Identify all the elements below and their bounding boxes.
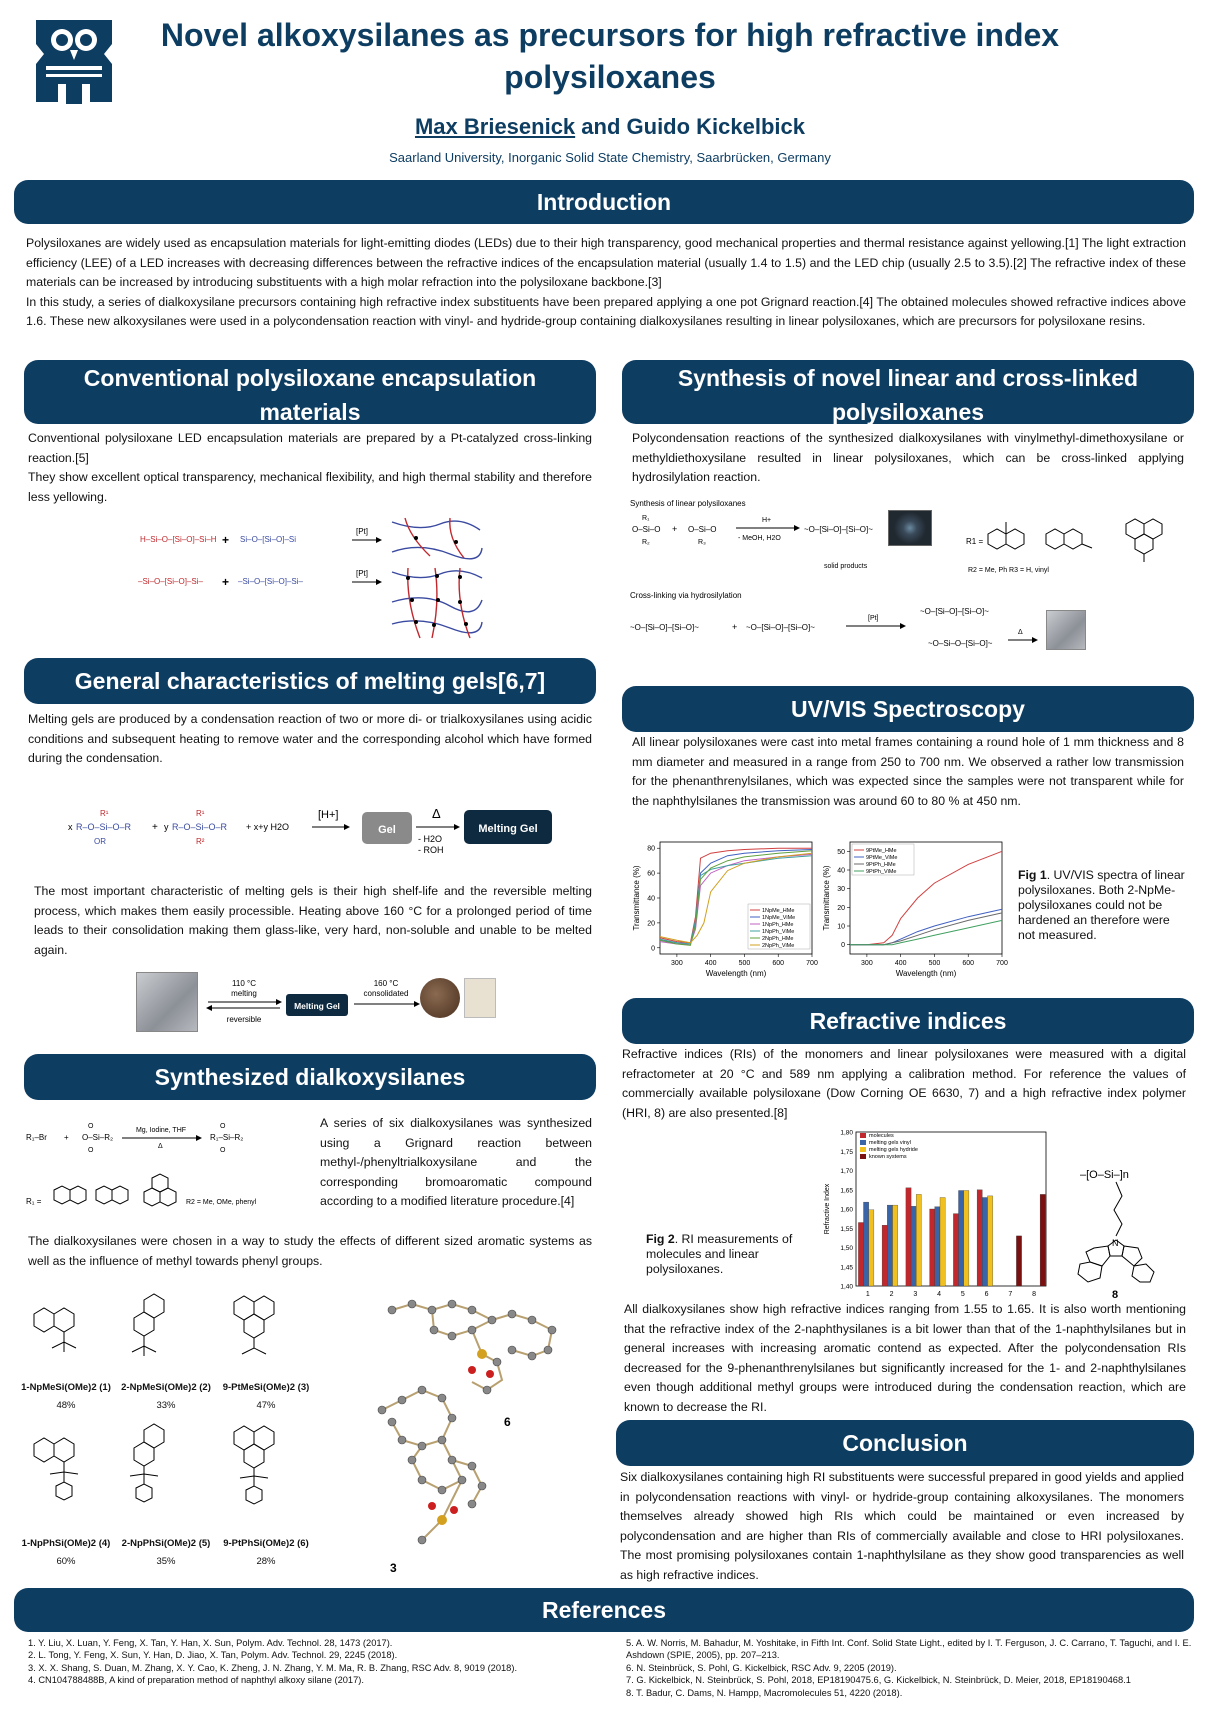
intro-text: [26, 234, 1186, 332]
crosslink-scheme: [628, 588, 1188, 680]
uvvis-chart-naphthyl: [630, 836, 820, 986]
svg-text:Δ: Δ: [158, 1143, 163, 1150]
legend-label: 9PtPh_HMe: [866, 862, 896, 868]
x-tick-label: 400: [894, 960, 907, 967]
temp-consolidated: 160 °C: [373, 979, 399, 988]
fig2-label: Fig 2: [646, 1232, 675, 1246]
water-loss: - H2O: [418, 834, 443, 844]
svg-text:x: x: [68, 822, 73, 832]
title-line-1: Novel alkoxysilanes as precursors for high refractive index: [160, 17, 1060, 53]
svg-text:~O–[Si–O]–[Si–O]~: ~O–[Si–O]–[Si–O]~: [746, 623, 815, 632]
owl-seal-icon: [26, 14, 122, 110]
y-tick-label: 0: [841, 942, 845, 950]
x-tick-label: 4: [937, 1291, 942, 1298]
legend-label: 9PtMe_ViMe: [866, 855, 898, 861]
y-tick-label: 10: [837, 923, 845, 931]
x-tick-label: 700: [996, 960, 1008, 967]
section-heading-introduction: Introduction: [14, 180, 1194, 224]
y-tick-label: 1,70: [840, 1168, 853, 1175]
compound-name-3: 9-PtMeSi(OMe)2 (3): [222, 1382, 310, 1393]
x-tick-label: 700: [806, 960, 818, 967]
reference-8: 8. T. Badur, C. Dams, N. Hampp, Macromolecules 51, 4220 (2018).: [626, 1687, 903, 1698]
synthesis-heading-line-2: polysiloxanes: [831, 399, 985, 425]
references-left: [28, 1637, 608, 1687]
grignard-reagents: Mg, Iodine, THF: [135, 1127, 187, 1134]
scheme1-acid: H+: [762, 517, 772, 524]
legend-label: melting gels vinyl: [869, 1140, 911, 1146]
scheme1-byproduct: - MeOH, H2O: [738, 535, 781, 542]
svg-text:+: +: [64, 1133, 69, 1142]
bar-melting gels hydride-3: [916, 1194, 921, 1286]
hri-polymer-structure: [1070, 1150, 1190, 1300]
x-tick-label: 400: [704, 960, 717, 967]
authors: [130, 114, 1090, 140]
svg-text:O: O: [88, 1147, 94, 1154]
gel-box: Gel: [378, 824, 396, 836]
x-axis-label: Wavelength (nm): [895, 969, 957, 978]
scheme1-title: Synthesis of linear polysiloxanes: [630, 499, 746, 508]
crystal-label-6: 6: [504, 1415, 511, 1429]
svg-text:R¹: R¹: [196, 809, 205, 818]
legend-label: melting gels hydride: [869, 1147, 918, 1153]
svg-text:+: +: [152, 822, 158, 833]
compound-yield-1: 48%: [56, 1400, 76, 1411]
grignard-scheme: [24, 1116, 314, 1216]
svg-text:R–O–Si–O–R: R–O–Si–O–R: [76, 822, 132, 832]
svg-text:R₃: R₃: [698, 539, 706, 546]
label-reversible: reversible: [226, 1015, 262, 1024]
melting-gel-small-box: Melting Gel: [294, 1001, 340, 1011]
svg-text:–Si–O–[Si–O]–Si–: –Si–O–[Si–O]–Si–: [138, 577, 203, 586]
svg-text:O: O: [220, 1123, 226, 1130]
legend-swatch: [860, 1147, 866, 1152]
x-tick-label: 3: [913, 1291, 918, 1298]
legend-label: 2NpPh_HMe: [762, 936, 794, 942]
x-axis-label: Wavelength (nm): [705, 969, 767, 978]
bar-known systems-7: [1016, 1236, 1021, 1286]
pt-crosslinking-scheme: [130, 512, 490, 644]
scheme2-title: Cross-linking via hydrosilylation: [630, 591, 742, 600]
conventional-text: [28, 429, 592, 507]
melting-gel-reaction: [66, 800, 576, 856]
svg-text:R₁: R₁: [642, 515, 650, 522]
x-tick-label: 2: [889, 1291, 894, 1298]
pt-catalyst-label-2: [Pt]: [356, 569, 369, 578]
y-tick-label: 1,65: [840, 1187, 853, 1195]
author-secondary: and Guido Kickelbick: [581, 114, 806, 139]
bar-melting gels vinyl-6: [982, 1198, 987, 1287]
svg-text:Si–O–[Si–O]–Si: Si–O–[Si–O]–Si: [240, 535, 297, 544]
svg-text:O: O: [88, 1123, 94, 1130]
compound-yield-5: 35%: [156, 1556, 176, 1567]
bar-melting gels hydride-6: [988, 1196, 993, 1286]
bar-melting gels vinyl-3: [911, 1206, 916, 1286]
synthesis-heading-line-1: Synthesis of novel linear and cross-linked: [677, 365, 1139, 391]
melting-paragraph-2: The most important characteristic of melting gels is their high shelf-life and the reversible melting process, which makes them easily processible. Heating above 160 °C for a prolonged period of time leads to their consolidation making them glass-like, very hard, non-soluble and unable to be melted again.: [34, 884, 592, 957]
acid-label: [H+]: [318, 809, 339, 821]
bar-melting gels vinyl-1: [864, 1202, 869, 1286]
poster-title: [130, 14, 1090, 98]
x-tick-label: 500: [738, 960, 751, 967]
svg-text:R²: R²: [196, 837, 205, 846]
svg-text:y: y: [164, 822, 169, 832]
svg-text:+: +: [732, 622, 738, 632]
bar-molecules-4: [930, 1209, 935, 1286]
crystal-structures: [322, 1290, 592, 1580]
bar-molecules-2: [882, 1225, 887, 1286]
x-tick-label: 5: [960, 1291, 965, 1298]
svg-text:+: +: [672, 524, 678, 534]
melting-gel-box: Melting Gel: [478, 823, 538, 835]
r1-substituents: [966, 504, 1190, 576]
y-tick-label: 1,50: [840, 1245, 853, 1252]
y-axis-label: Transmittance (%): [822, 865, 831, 931]
bar-melting gels vinyl-5: [959, 1191, 964, 1287]
bar-melting gels hydride-5: [964, 1191, 969, 1287]
svg-text:~O–[Si–O]–[Si–O]~: ~O–[Si–O]–[Si–O]~: [920, 607, 989, 616]
label-consolidated: consolidated: [363, 989, 409, 998]
legend-label: 1NpPh_ViMe: [762, 929, 795, 935]
y-tick-label: 1,60: [840, 1206, 853, 1214]
melting-paragraph-1: Melting gels are produced by a condensation reaction of two or more di- or trialkoxysilanes using acidic conditions and subsequent heating to remove water and the corresponding alcohol which have formed during the condensation.: [28, 712, 592, 766]
refractive-paragraph-1: Refractive indices (RIs) of the monomers and linear polysiloxanes were measured with a digital refractometer at 20 °C and 589 nm applying a calibration method. For reference the values of commercially available polysiloxane (Dow Corning OE 6630, 7) and a high refractive index polymer (HRI, 8) are also presented.[8]: [622, 1047, 1186, 1120]
x-tick-label: 300: [671, 960, 683, 967]
legend-label: 1NpMe_ViMe: [762, 915, 796, 921]
y-tick-label: 1,80: [840, 1129, 853, 1137]
conventional-heading-line-1: Conventional polysiloxane encapsulation: [83, 365, 537, 391]
y-tick-label: 50: [837, 848, 845, 856]
svg-text:+: +: [222, 533, 230, 547]
series-line-9PtMe_ViMe: [850, 909, 1002, 945]
x-tick-label: 6: [984, 1291, 989, 1298]
synthesized-paragraph-2: The dialkoxysilanes were chosen in a way to study the effects of different sized aromatic systems as well as the influence of methyl towards phenyl groups.: [28, 1234, 592, 1268]
compound-name-6: 9-PtPhSi(OMe)2 (6): [223, 1538, 309, 1549]
r2-definition: R2 = Me, OMe, phenyl: [186, 1199, 257, 1206]
bar-melting gels vinyl-4: [935, 1207, 940, 1286]
section-heading-uvvis: UV/VIS Spectroscopy: [622, 686, 1194, 732]
svg-text:O: O: [220, 1147, 226, 1154]
svg-text:~O–Si–O–[Si–O]~: ~O–Si–O–[Si–O]~: [928, 639, 993, 648]
x-tick-label: 500: [928, 960, 941, 967]
y-tick-label: 1,45: [840, 1264, 853, 1272]
water-term: + x+y H2O: [246, 822, 290, 832]
legend-label: known systems: [869, 1154, 907, 1160]
crosslinked-sample-photo: [1046, 610, 1086, 650]
consolidated-square-photo: [464, 978, 496, 1018]
r2-r3-definition: R2 = Me, Ph R3 = H, vinyl: [968, 567, 1049, 574]
conventional-paragraph-1: Conventional polysiloxane LED encapsulation materials are prepared by a Pt-catalyzed cross-linking reaction.[5]: [28, 431, 592, 465]
reference-1: 1. Y. Liu, X. Luan, Y. Feng, X. Tan, Y. Han, X. Sun, Polym. Adv. Technol. 28, 1473 (2017).: [28, 1638, 393, 1648]
svg-text:H–Si–O–[Si–O]–Si–H: H–Si–O–[Si–O]–Si–H: [140, 535, 217, 544]
y-axis-label: Refractive Index: [824, 1183, 831, 1235]
svg-text:O–Si–O: O–Si–O: [632, 525, 661, 534]
bar-known systems-8: [1040, 1194, 1045, 1286]
y-tick-label: 1,75: [840, 1148, 853, 1156]
legend-label: 1NpMe_HMe: [762, 908, 795, 914]
legend-label: 9PtPh_ViMe: [866, 869, 897, 875]
temp-melting: 110 °C: [232, 979, 256, 988]
bar-melting gels vinyl-2: [887, 1205, 892, 1286]
y-axis-label: Transmittance (%): [632, 865, 641, 931]
uvvis-paragraph: All linear polysiloxanes were cast into metal frames containing a round hole of 1 mm thickness and 8 mm diameter and measured in a range from 250 to 700 nm. We observed a rather low transmission for the phenanthrenylsilanes, which was expected since the samples were not transparent while for the naphthylsilanes the transmission was around 60 to 80 % at 450 nm.: [632, 735, 1184, 808]
label-melting: melting: [231, 989, 257, 998]
pt-catalyst-label-1: [Pt]: [356, 527, 369, 536]
scheme2-catalyst: [Pt]: [868, 615, 879, 622]
section-heading-synthesized: Synthesized dialkoxysilanes: [24, 1054, 596, 1100]
synthesis-paragraph: Polycondensation reactions of the synthesized dialkoxysilanes with vinylmethyl-dimethoxysilane or methyldiethoxysilane resulted in linear polysiloxanes, which can be cross-linked applying hydrosilylation reaction.: [632, 431, 1184, 485]
fig2-text: . RI measurements of molecules and linear polysiloxanes.: [646, 1232, 793, 1276]
y-tick-label: 40: [837, 867, 845, 875]
refractive-index-chart: [820, 1126, 1050, 1302]
intro-paragraph-1: Polysiloxanes are widely used as encapsulation materials for light-emitting diodes (LEDs) due to their high transparency, good mechanical properties and thermal resistance against yellowing.[1] The light extraction efficiency (LEE) of a LED increases with decreasing differences between the refractive indices of the encapsulation material (usually 1.4 to 1.5) and the LED chip (usually 2.5 to 3.5).[2] The refractive index of these materials can be increased by introducing substituents with a high molar refraction into the polysiloxane backbone.[3]: [26, 236, 1186, 290]
bar-molecules-3: [906, 1188, 911, 1286]
y-tick-label: 30: [837, 886, 845, 894]
x-tick-label: 1: [865, 1291, 870, 1298]
section-heading-melting-gels: General characteristics of melting gels[6,7]: [24, 658, 596, 704]
conventional-heading-line-2: materials: [259, 399, 361, 425]
scheme2-heat: Δ: [1018, 629, 1023, 636]
alcohol-loss: - ROH: [418, 845, 444, 855]
svg-text:O–Si–R₂: O–Si–R₂: [82, 1133, 114, 1142]
section-heading-references: References: [14, 1588, 1194, 1632]
svg-text:R₁ =: R₁ =: [26, 1197, 42, 1206]
x-tick-label: 8: [1032, 1291, 1037, 1298]
bar-molecules-6: [977, 1190, 982, 1286]
fig1-label: Fig 1: [1018, 868, 1047, 882]
reference-4: 4. CN104788488B, A kind of preparation method of naphthyl alkoxy silane (2017).: [28, 1675, 364, 1686]
r1-label: R1 =: [966, 537, 984, 546]
reference-2: 2. L. Tong, Y. Feng, X. Sun, Y. Han, D. Jiao, X. Tan, Polym. Adv. Technol. 29, 2245 (2018).: [28, 1650, 398, 1661]
legend-label: 1NpPh_HMe: [762, 922, 794, 928]
bar-molecules-5: [953, 1214, 958, 1286]
x-tick-label: 7: [1008, 1291, 1013, 1298]
compound-name-5: 2-NpPhSi(OMe)2 (5): [121, 1538, 211, 1549]
svg-text:O–Si–O: O–Si–O: [688, 525, 717, 534]
svg-text:R¹: R¹: [100, 809, 109, 818]
svg-text:R₁–Br: R₁–Br: [26, 1133, 47, 1142]
reference-3: 3. X. X. Shang, S. Duan, M. Zhang, X. Y. Cao, K. Zheng, J. N. Zhang, Y. M. Ma, R. B. Zhang, RSC Adv. 8, 9019 (2018).: [28, 1662, 518, 1673]
y-tick-label: 40: [647, 895, 655, 903]
melting-process-figure: [136, 972, 496, 1034]
compound-name-2: 2-NpMeSi(OMe)2 (2): [121, 1382, 211, 1393]
fig2-caption: [646, 1232, 826, 1277]
compound-yield-2: 33%: [156, 1400, 176, 1411]
fig1-text: . UV/VIS spectra of linear polysiloxanes. Both 2-NpMe-polysiloxanes could not be hardened an therefore were not measured.: [1018, 868, 1185, 942]
svg-text:OR: OR: [94, 837, 106, 846]
x-tick-label: 600: [772, 960, 785, 967]
legend-label: 2NpPh_ViMe: [762, 943, 795, 949]
y-tick-label: 20: [647, 920, 655, 928]
svg-text:R–O–Si–O–R: R–O–Si–O–R: [172, 822, 228, 832]
references-right: [626, 1637, 1196, 1699]
reference-7: 7. G. Kickelbick, N. Steinbrück, S. Pohl, 2018, EP18190475.6, G. Kickelbick, N. Steinbrück, D. Meier, 2018, EP18190468.1: [626, 1675, 1131, 1686]
intro-paragraph-2: In this study, a series of dialkoxysilane precursors containing high refractive index substituents have been prepared applying a one pot Grignard reaction.[4] The obtained molecules showed refractive indices above 1.6. These new alkoxysilanes were used in a polycondensation reaction with vinyl- and hydride-group containing dialkoxysilanes resulting in linear polysiloxanes, which are precursors for polysiloxane resins.: [26, 294, 1186, 329]
compound-name-4: 1-NpPhSi(OMe)2 (4): [21, 1538, 111, 1549]
compound-grid: [20, 1290, 320, 1570]
svg-text:+: +: [222, 575, 230, 589]
affiliation: Saarland University, Inorganic Solid State Chemistry, Saarbrücken, Germany: [389, 150, 831, 165]
bar-melting gels hydride-1: [869, 1210, 874, 1286]
svg-text:R₁–Si–R₂: R₁–Si–R₂: [210, 1133, 244, 1142]
compound-yield-3: 47%: [256, 1400, 276, 1411]
section-heading-conventional: [24, 360, 596, 424]
compound-name-1: 1-NpMeSi(OMe)2 (1): [21, 1382, 111, 1393]
y-tick-label: 80: [647, 845, 655, 853]
svg-text:~O–[Si–O]–[Si–O]~: ~O–[Si–O]–[Si–O]~: [630, 623, 699, 632]
y-tick-label: 1,55: [840, 1225, 853, 1233]
hri-compound-label: 8: [1112, 1289, 1119, 1300]
title-line-2: polysiloxanes: [504, 59, 716, 95]
crystal-label-3: 3: [390, 1561, 397, 1575]
author-primary: Max Briesenick: [414, 114, 576, 139]
svg-text:R₂: R₂: [642, 539, 650, 546]
section-heading-refractive: Refractive indices: [622, 998, 1194, 1044]
compound-yield-6: 28%: [256, 1556, 276, 1567]
legend-swatch: [860, 1154, 866, 1159]
solid-products-label: solid products: [824, 563, 868, 570]
synthesized-paragraph-1: A series of six dialkoxysilanes was synthesized using a Grignard reaction between methyl-/phenyltrialkoxysilane and the corresponding bromoaromatic compound according to a modified literature procedure.[4]: [320, 1116, 592, 1209]
svg-text:–Si–O–[Si–O]–Si–: –Si–O–[Si–O]–Si–: [238, 577, 303, 586]
y-tick-label: 0: [651, 945, 655, 953]
university-logo: [26, 14, 122, 110]
compound-yield-4: 60%: [56, 1556, 76, 1567]
legend-label: 9PtMe_HMe: [866, 848, 897, 854]
y-tick-label: 1,40: [840, 1283, 853, 1291]
conventional-paragraph-2: They show excellent optical transparency, mechanical flexibility, and high thermal stability and therefore less yellowing.: [28, 470, 592, 504]
x-tick-label: 300: [861, 960, 873, 967]
section-heading-conclusion: Conclusion: [616, 1420, 1194, 1466]
fig1-caption: [1018, 868, 1188, 943]
legend-swatch: [860, 1133, 866, 1138]
svg-text:–[O–Si–]n: –[O–Si–]n: [1080, 1169, 1129, 1181]
legend-swatch: [860, 1140, 866, 1145]
linear-sample-photo: [888, 510, 932, 546]
reference-6: 6. N. Steinbrück, S. Pohl, G. Kickelbick, RSC Adv. 9, 2205 (2019).: [626, 1662, 897, 1673]
x-tick-label: 600: [962, 960, 975, 967]
consolidated-disc-photo: [420, 978, 460, 1018]
bar-melting gels hydride-4: [940, 1198, 945, 1287]
uvvis-chart-phenanthrenyl: [820, 836, 1010, 986]
section-heading-synthesis: [622, 360, 1194, 424]
conclusion-paragraph: Six dialkoxysilanes containing high RI substituents were successful prepared in good yields and applied in polycondensation reactions with vinyl- or hydride-group containing alkoxysilanes. The monomers themselves already showed high RIs which could be maintained or even increased by polycondensation and are higher than RIs of commercially available and close to HRI polysiloxanes. The most promising polysiloxanes contain 1-naphthylsilane as they show good transparencies as well as high refractive indices.: [620, 1470, 1184, 1582]
liquid-gel-photo: [136, 972, 198, 1032]
legend-label: molecules: [869, 1133, 894, 1139]
heat-label: Δ: [432, 806, 441, 821]
bar-melting gels hydride-2: [893, 1205, 898, 1286]
refractive-paragraph-2: All dialkoxysilanes show high refractive indices ranging from 1.55 to 1.65. It is also worth mentioning that the refractive index of the 2-naphthysilanes is a bit lower than that of the 1-naphthylsilanes but in general increases with increasing aromatic contend as expected. After the polycondensation RIs decreased for the 9-phenanthrenylsilanes but significantly increased for the 1- and 2-naphthylsilanes even though additional methyl groups were introduced during the condensation reaction, which are known to decrease the RI.: [624, 1302, 1186, 1414]
y-tick-label: 20: [837, 904, 845, 912]
reference-5: 5. A. W. Norris, M. Bahadur, M. Yoshitake, in Fifth Int. Conf. Solid State Light., edited by I. T. Ferguson, J. C. Carrano, T. Taguchi, and I. E. Ashdown (SPIE, 2005), pp. 207–213.: [626, 1638, 1192, 1661]
svg-text:N: N: [1112, 1238, 1119, 1248]
bar-molecules-1: [858, 1223, 863, 1287]
svg-text:~O–[Si–O]–[Si–O]~: ~O–[Si–O]–[Si–O]~: [804, 525, 873, 534]
y-tick-label: 60: [647, 870, 655, 878]
